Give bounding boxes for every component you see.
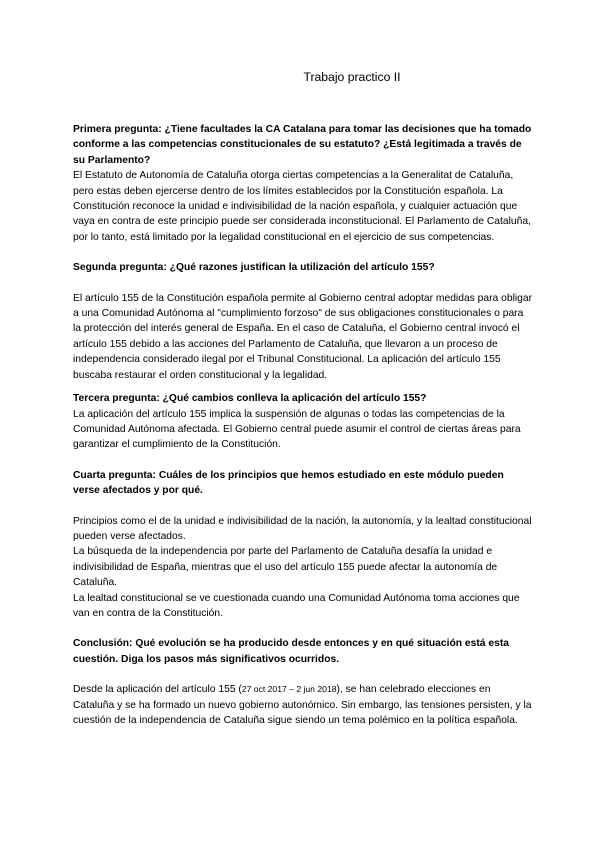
- question-heading: Cuarta pregunta: Cuáles de los principios que hemos estudiado en este módulo pueden verse afectados y por qué.: [73, 469, 504, 497]
- conclusion-text-end: ), se han celebrado elecciones en Cataluña y se ha formado un nuevo gobierno autonómico. Sin embargo, las tensiones persisten, y la cuestión de la independencia de Cataluña sigue siendo un tema polémico en la política española.: [73, 684, 532, 726]
- answer-paragraph: La búsqueda de la independencia por parte del Parlamento de Cataluña desafía la unidad e indivisibilidad de España, mientras que el uso del artículo 155 puede afectar la autonomía de Cataluña.: [73, 546, 498, 589]
- section-primera-pregunta: [73, 122, 533, 245]
- document-title: Trabajo practico II: [303, 70, 401, 84]
- question-heading: Conclusión: Qué evolución se ha producido desde entonces y en qué situación está esta cuestión. Diga los pasos más significativos ocurridos.: [73, 638, 509, 665]
- conclusion-text-start: Desde la aplicación del artículo 155 (: [73, 684, 242, 696]
- answer-paragraph: El Estatuto de Autonomía de Cataluña otorga ciertas competencias a la Generalitat de Cataluña, pero estas deben ejercerse dentro de los límites establecidos por la Constitución española. La Constitución reconoce la unidad e indivisibilidad de la nación española, y cualquier actuación que vaya en contra de este principio puede ser considerada inconstitucional. El Parlamento de Cataluña, por lo tanto, está limitado por la legalidad constitucional en el ejercicio de sus competencias.: [73, 170, 531, 243]
- section-cuarta-pregunta: [73, 468, 533, 622]
- date-range: 27 oct 2017 – 2 jun 2018: [241, 684, 337, 695]
- answer-paragraph: [73, 682, 533, 728]
- question-heading: Tercera pregunta: ¿Qué cambios conlleva la aplicación del artículo 155?: [73, 393, 427, 405]
- answer-paragraph: El artículo 155 de la Constitución española permite al Gobierno central adoptar medidas para obligar a una Comunidad Autónoma al "cumplimiento forzoso" de sus obligaciones constitucionales o para la protección del interés general de España. En el caso de Cataluña, el Gobierno central invocó el artículo 155 debido a las acciones del Parlamento de Cataluña, que llevaron a un proceso de independencia considerado ilegal por el Tribunal Constitucional. La aplicación del artículo 155 buscaba restaurar el orden constitucional y la legalidad.: [73, 292, 533, 381]
- document-body: [73, 122, 533, 728]
- section-tercera-pregunta: [73, 391, 533, 453]
- question-heading: Segunda pregunta: ¿Qué razones justifican la utilización del artículo 155?: [73, 262, 435, 274]
- section-segunda-pregunta: [73, 260, 533, 383]
- answer-paragraph: Principios como el de la unidad e indivisibilidad de la nación, la autonomía, y la lealtad constitucional pueden verse afectados.: [73, 515, 532, 542]
- question-heading: Primera pregunta: ¿Tiene facultades la CA Catalana para tomar las decisiones que ha tomado conforme a las competencias constitucionales de su estatuto? ¿Está legitimada a través de su Parlamento?: [73, 124, 532, 166]
- section-conclusion: [73, 636, 533, 728]
- answer-paragraph: La aplicación del artículo 155 implica la suspensión de algunas o todas las competencias de la Comunidad Autónoma afectada. El Gobierno central puede asumir el control de ciertas áreas para garantizar el cumplimiento de la Constitución.: [73, 408, 521, 451]
- answer-paragraph: La lealtad constitucional se ve cuestionada cuando una Comunidad Autónoma toma acciones que van en contra de la Constitución.: [73, 592, 520, 619]
